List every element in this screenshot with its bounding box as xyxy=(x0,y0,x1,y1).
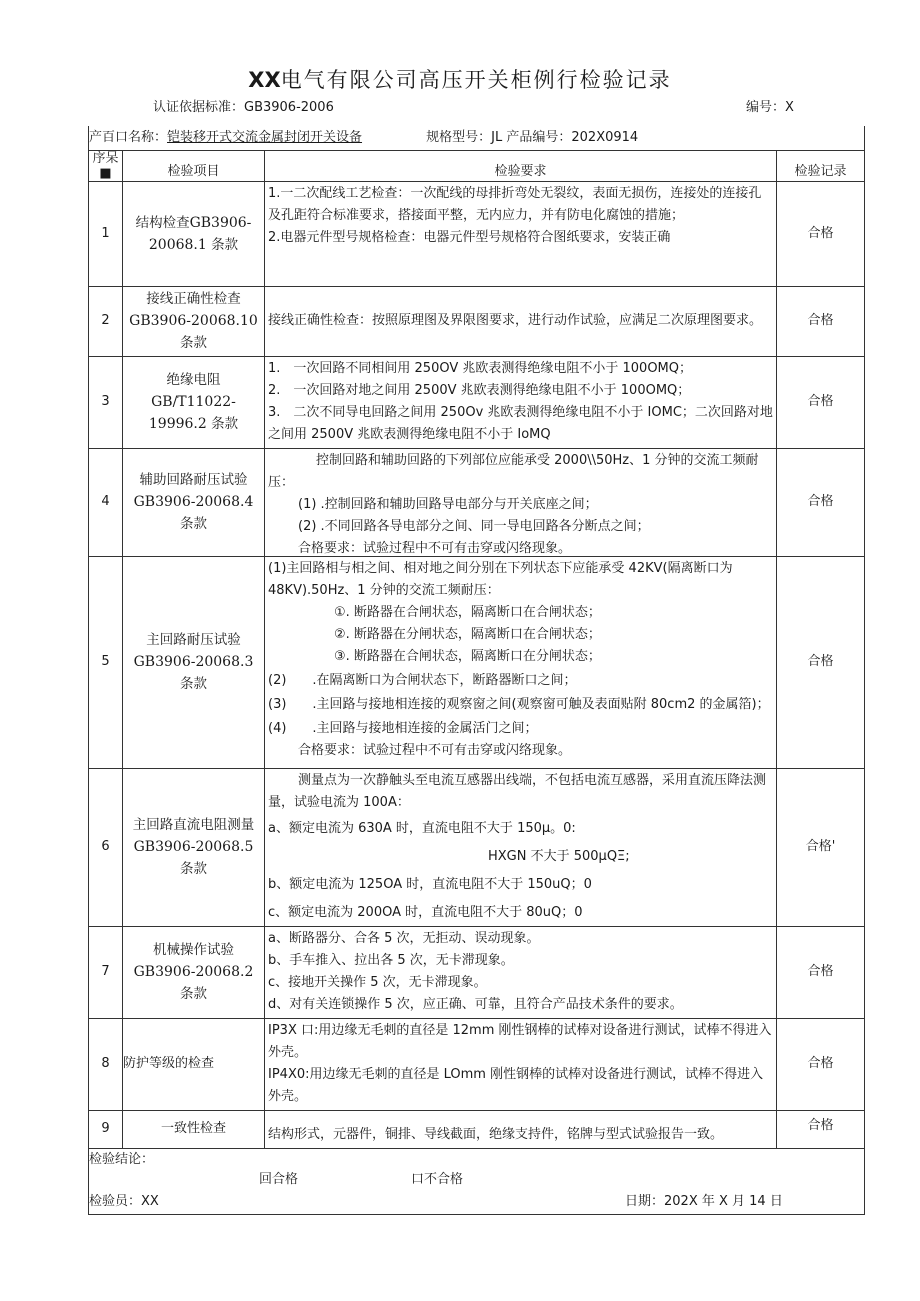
table-row xyxy=(89,286,865,356)
requirement-cell: a、断路器分、合各 5 次，无拒动、误动现象。 b、手车推入、拉出各 5 次，无卡滞现象。 c、接地开关操作 5 次，无卡滞现象。 d、对有关连锁操作 5 次，应正确、可靠，且符合产品技术条件的要求。 xyxy=(265,926,777,1018)
product-model: 规格型号：JL 产品编号：202X0914 xyxy=(426,129,639,145)
result-cell: 合格 xyxy=(777,448,865,556)
table-row xyxy=(89,356,865,448)
row-number: 7 xyxy=(89,926,123,1018)
item-cell: 机械操作试验 GB3906-20068.2 条款 xyxy=(123,926,265,1018)
item-cell: 绝缘电阻 GB/T11022-19996.2 条款 xyxy=(123,356,265,448)
result-cell: 合格 xyxy=(777,1110,865,1148)
requirement-cell: (1)主回路相与相之间、相对地之间分别在下列状态下应能承受 42KV(隔离断口为 48KV).50Hz、1 分钟的交流工频耐压： ①. 断路器在合闸状态，隔离断口在合闸状态； ②. 断路器在分闸状态，隔离断口在合闸状态； ③. 断路器在合闸状态，隔离断口在分闸状态； (2) .在隔离断口为合闸状态下，断路器断口之间； (3) .主回路与接地相连接的观察窗之间(观察窗可触及表面贴附 80cm2 的金属箔)； (4) .主回路与接地相连接的金属活门之间； 合格要求：试验过程中不可有击穿或闪络现象。 xyxy=(265,556,777,768)
item-cell: 防护等级的检查 xyxy=(123,1018,265,1110)
item-cell: 主回路耐压试验 GB3906-20068.3 条款 xyxy=(123,556,265,768)
document-number: 编号：X xyxy=(746,100,794,115)
product-name: 铠装移开式交流金属封闭开关设备 xyxy=(167,129,363,145)
result-cell: 合格 xyxy=(777,181,865,286)
table-row xyxy=(89,1018,865,1110)
conclusion-row xyxy=(89,1148,865,1214)
date-label: 日期：202X 年 X 月 14 日 xyxy=(625,1193,783,1209)
fail-option: 口不合格 xyxy=(411,1171,464,1187)
table-row xyxy=(89,1110,865,1148)
result-cell: 合格 xyxy=(777,556,865,768)
result-cell: 合格 xyxy=(777,1018,865,1110)
item-cell: 一致性检查 xyxy=(123,1110,265,1148)
conclusion-label: 检验结论： xyxy=(89,1151,155,1167)
record-header: 检验记录 xyxy=(777,150,865,181)
header-row xyxy=(89,150,865,181)
table-row xyxy=(89,556,865,768)
row-number: 6 xyxy=(89,768,123,926)
row-number: 9 xyxy=(89,1110,123,1148)
item-cell: 结构检查GB3906-20068.1 条款 xyxy=(123,181,265,286)
requirement-header: 检验要求 xyxy=(265,150,777,181)
product-row xyxy=(89,126,865,150)
table-row xyxy=(89,181,865,286)
requirement-cell: 测量点为一次静触头至电流互感器出线端，不包括电流互感器，采用直流压降法测量，试验电流为 100A： a、额定电流为 630A 时，直流电阻不大于 150μ。0: HXGN 不大于 500μQΞ; b、额定电流为 125OA 时，直流电阻不大于 150uQ；0 c、额定电流为 200OA 时，直流电阻不大于 80uQ；0 xyxy=(265,768,777,926)
product-label: 产百口名称： xyxy=(89,129,168,145)
item-header: 检验项目 xyxy=(123,150,265,181)
requirement-cell: 控制回路和辅助回路的下列部位应能承受 2000\\50Hz、1 分钟的交流工频耐压： (1) .控制回路和辅助回路导电部分与开关底座之间； (2) .不同回路各导电部分之间、同一导电回路各分断点之间； 合格要求：试验过程中不可有击穿或闪络现象。 xyxy=(265,448,777,556)
row-number: 3 xyxy=(89,356,123,448)
requirement-cell: IP3X 口:用边缘无毛刺的直径是 12mm 刚性钢棒的试棒对设备进行测试，试棒不得进入外壳。 IP4X0:用边缘无毛刺的直径是 LOmm 刚性钢棒的试棒对设备进行测试，试棒不得进入外壳。 xyxy=(265,1018,777,1110)
pass-option: 回合格 xyxy=(259,1171,299,1187)
requirement-cell: 1. 一次回路不同相间用 250OV 兆欧表测得绝缘电阻不小于 100OMQ； 2. 一次回路对地之间用 2500V 兆欧表测得绝缘电阻不小于 100OMQ； 3. 二次不同导电回路之间用 250Ov 兆欧表测得绝缘电阻不小于 IOMC；二次回路对地之间用 2500V 兆欧表测得绝缘电阻不小于 IoMQ xyxy=(265,356,777,448)
item-cell: 接线正确性检查 GB3906-20068.10 条款 xyxy=(123,286,265,356)
requirement-cell: 结构形式，元器件，铜排、导线截面，绝缘支持件，铭牌与型式试验报告一致。 xyxy=(265,1110,777,1148)
table-row xyxy=(89,926,865,1018)
standard-label: 认证依据标准：GB3906-2006 xyxy=(153,100,334,115)
item-cell: 辅助回路耐压试验 GB3906-20068.4 条款 xyxy=(123,448,265,556)
row-number: 1 xyxy=(89,181,123,286)
result-cell: 合格 xyxy=(777,926,865,1018)
result-cell: 合格 xyxy=(777,286,865,356)
row-number: 2 xyxy=(89,286,123,356)
inspector-label: 检验员：XX xyxy=(89,1193,159,1209)
requirement-cell: 1.一二次配线工艺检查：一次配线的母排折弯处无裂纹，表面无损伤，连接处的连接孔及孔距符合标准要求，搭接面平整，无内应力，并有防电化腐蚀的措施； 2.电器元件型号规格检查：电器元件型号规格符合图纸要求，安装正确 xyxy=(265,181,777,286)
row-number: 4 xyxy=(89,448,123,556)
row-number: 5 xyxy=(89,556,123,768)
inspection-table xyxy=(88,126,865,1215)
requirement-cell: 接线正确性检查：按照原理图及界限图要求，进行动作试验，应满足二次原理图要求。 xyxy=(265,286,777,356)
seq-header: 序呆■ xyxy=(89,150,123,181)
result-cell: 合格 xyxy=(777,356,865,448)
item-cell: 主回路直流电阻测量 GB3906-20068.5 条款 xyxy=(123,768,265,926)
result-cell: 合格' xyxy=(777,768,865,926)
row-number: 8 xyxy=(89,1018,123,1110)
table-row xyxy=(89,768,865,926)
table-row xyxy=(89,448,865,556)
document-title: XX电气有限公司高压开关柜例行检验记录 xyxy=(248,68,672,92)
